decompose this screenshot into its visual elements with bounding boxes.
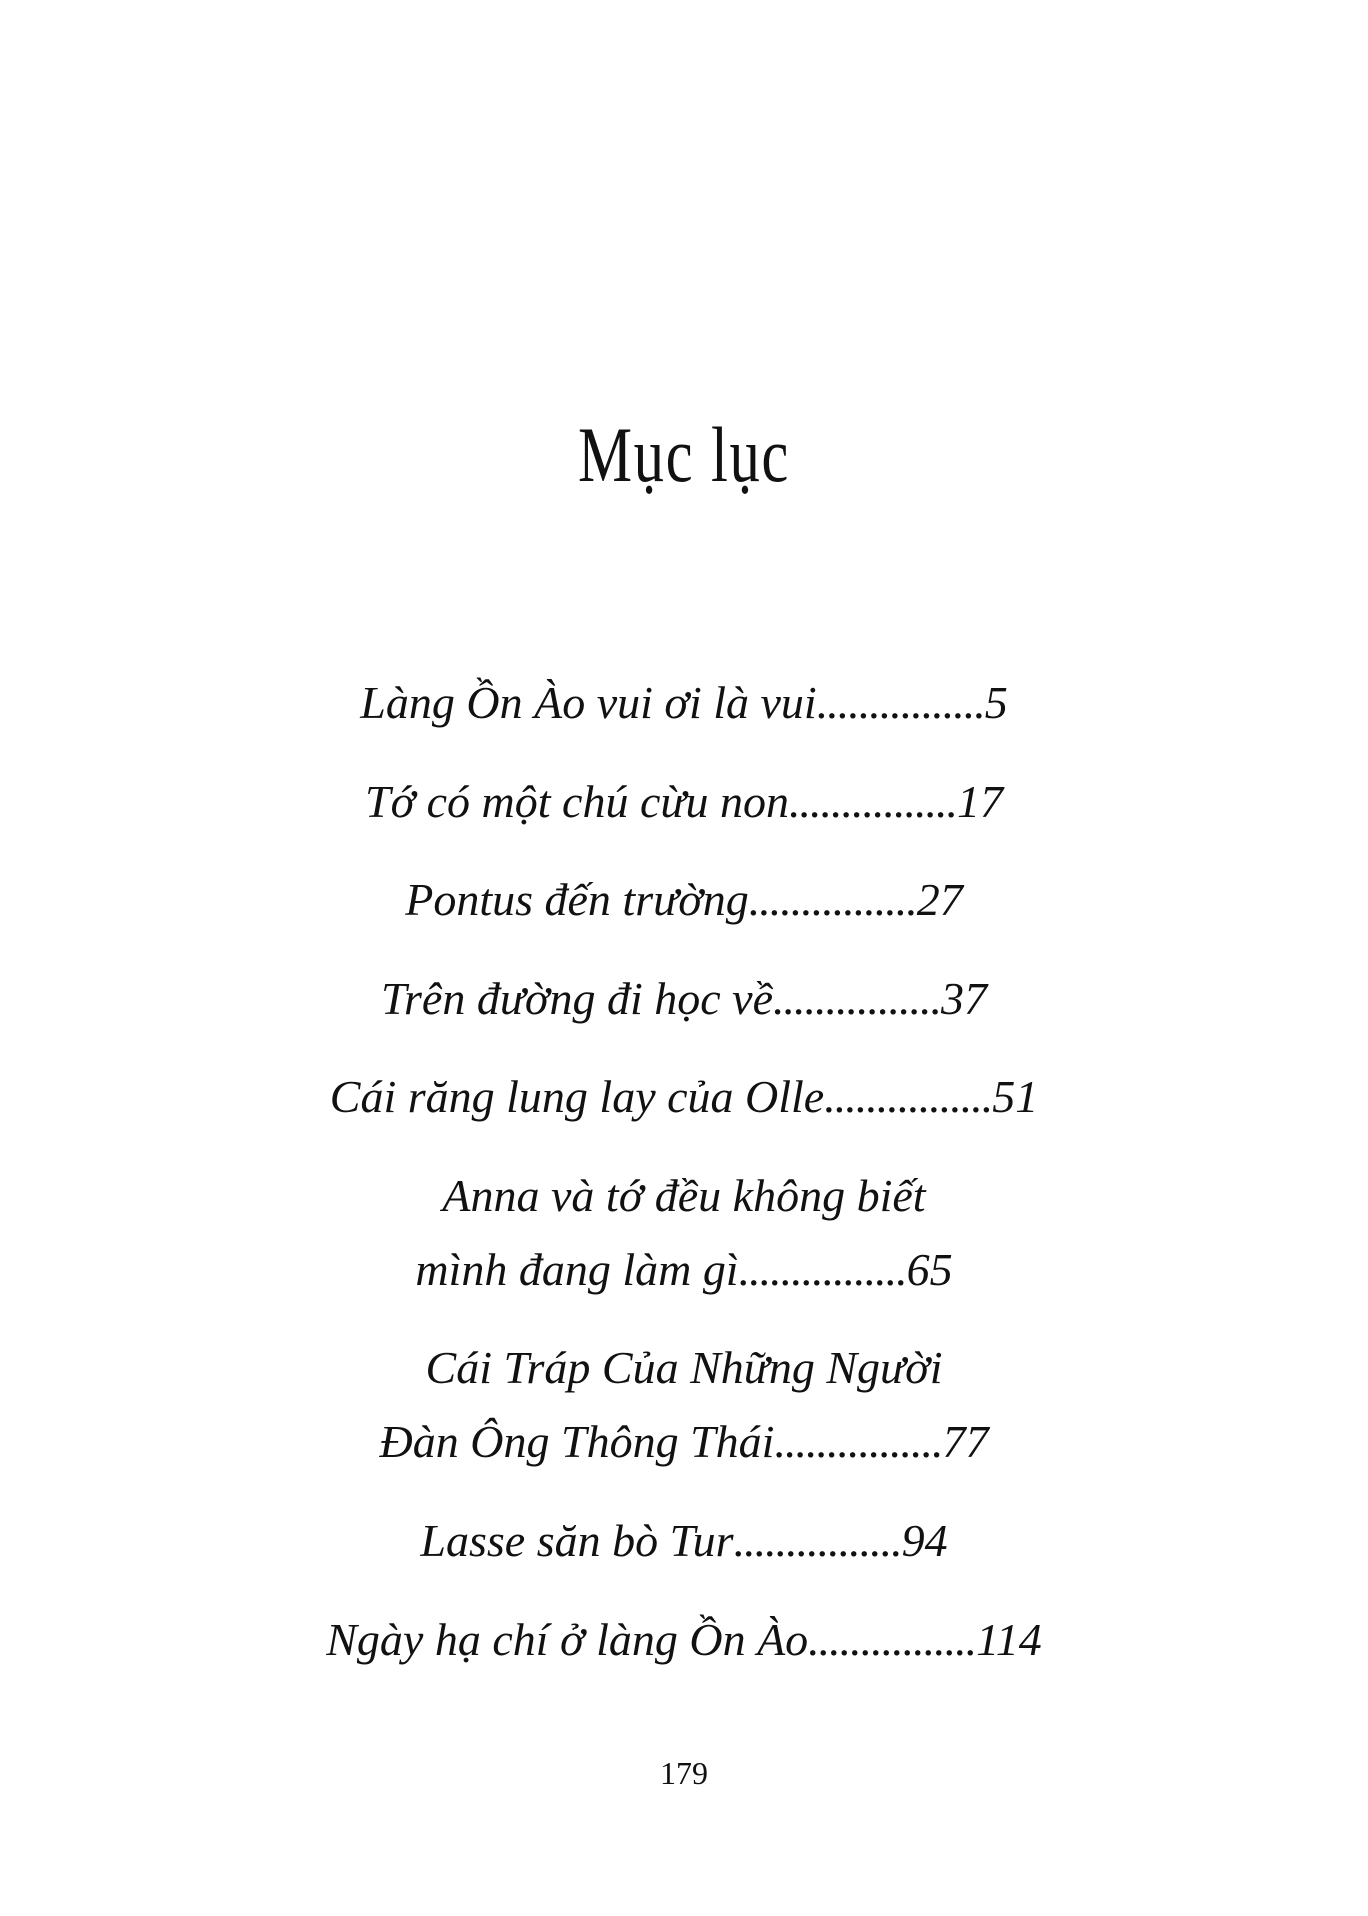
leader-dots: ................	[788, 776, 957, 827]
entry-title: Tớ có một chú cừu non	[365, 776, 789, 827]
entry-page: 37	[941, 973, 988, 1024]
toc-entry-continued	[0, 1244, 1368, 1295]
leader-dots: ................	[733, 1515, 902, 1566]
toc-entry	[0, 1170, 1368, 1221]
toc-entry	[0, 973, 1368, 1024]
entry-page: 27	[916, 874, 963, 925]
entry-title: Ngày hạ chí ở làng Ồn Ào	[326, 1614, 809, 1665]
entry-page: 77	[942, 1416, 989, 1467]
entry-title: Anna và tớ đều không biết	[442, 1170, 926, 1221]
toc-entry	[0, 776, 1368, 827]
entry-title: Làng Ồn Ào vui ơi là vui	[360, 677, 817, 728]
entry-title: Cái Tráp Của Những Người	[425, 1342, 943, 1393]
toc-entry	[0, 1342, 1368, 1393]
leader-dots: ................	[774, 1416, 943, 1467]
entry-page: 5	[984, 677, 1008, 728]
leader-dots: ................	[773, 973, 942, 1024]
toc-entry-continued	[0, 1416, 1368, 1467]
entry-page: 65	[906, 1244, 953, 1295]
leader-dots: ................	[824, 1071, 993, 1122]
toc-entry	[0, 1515, 1368, 1566]
entry-page: 17	[956, 776, 1003, 827]
leader-dots: ................	[816, 677, 985, 728]
leader-dots: ................	[738, 1244, 907, 1295]
leader-dots: ................	[808, 1614, 977, 1665]
leader-dots: ................	[748, 874, 917, 925]
entry-page: 94	[901, 1515, 948, 1566]
entry-title: Pontus đến trường	[405, 874, 749, 925]
entry-title: mình đang làm gì	[415, 1244, 739, 1295]
entry-page: 51	[992, 1071, 1039, 1122]
page-number: 179	[660, 1755, 708, 1791]
entry-title: Trên đường đi học về	[380, 973, 774, 1024]
toc-entry	[0, 1614, 1368, 1665]
toc-entry	[0, 1071, 1368, 1122]
toc-entry	[0, 677, 1368, 728]
entry-title: Đàn Ông Thông Thái	[379, 1416, 775, 1467]
entry-page: 114	[976, 1614, 1042, 1665]
entry-title: Cái răng lung lay của Olle	[329, 1071, 825, 1122]
page-title: Mục lục	[578, 411, 790, 498]
entry-title: Lasse săn bò Tur	[420, 1515, 734, 1566]
toc-entry	[0, 874, 1368, 925]
